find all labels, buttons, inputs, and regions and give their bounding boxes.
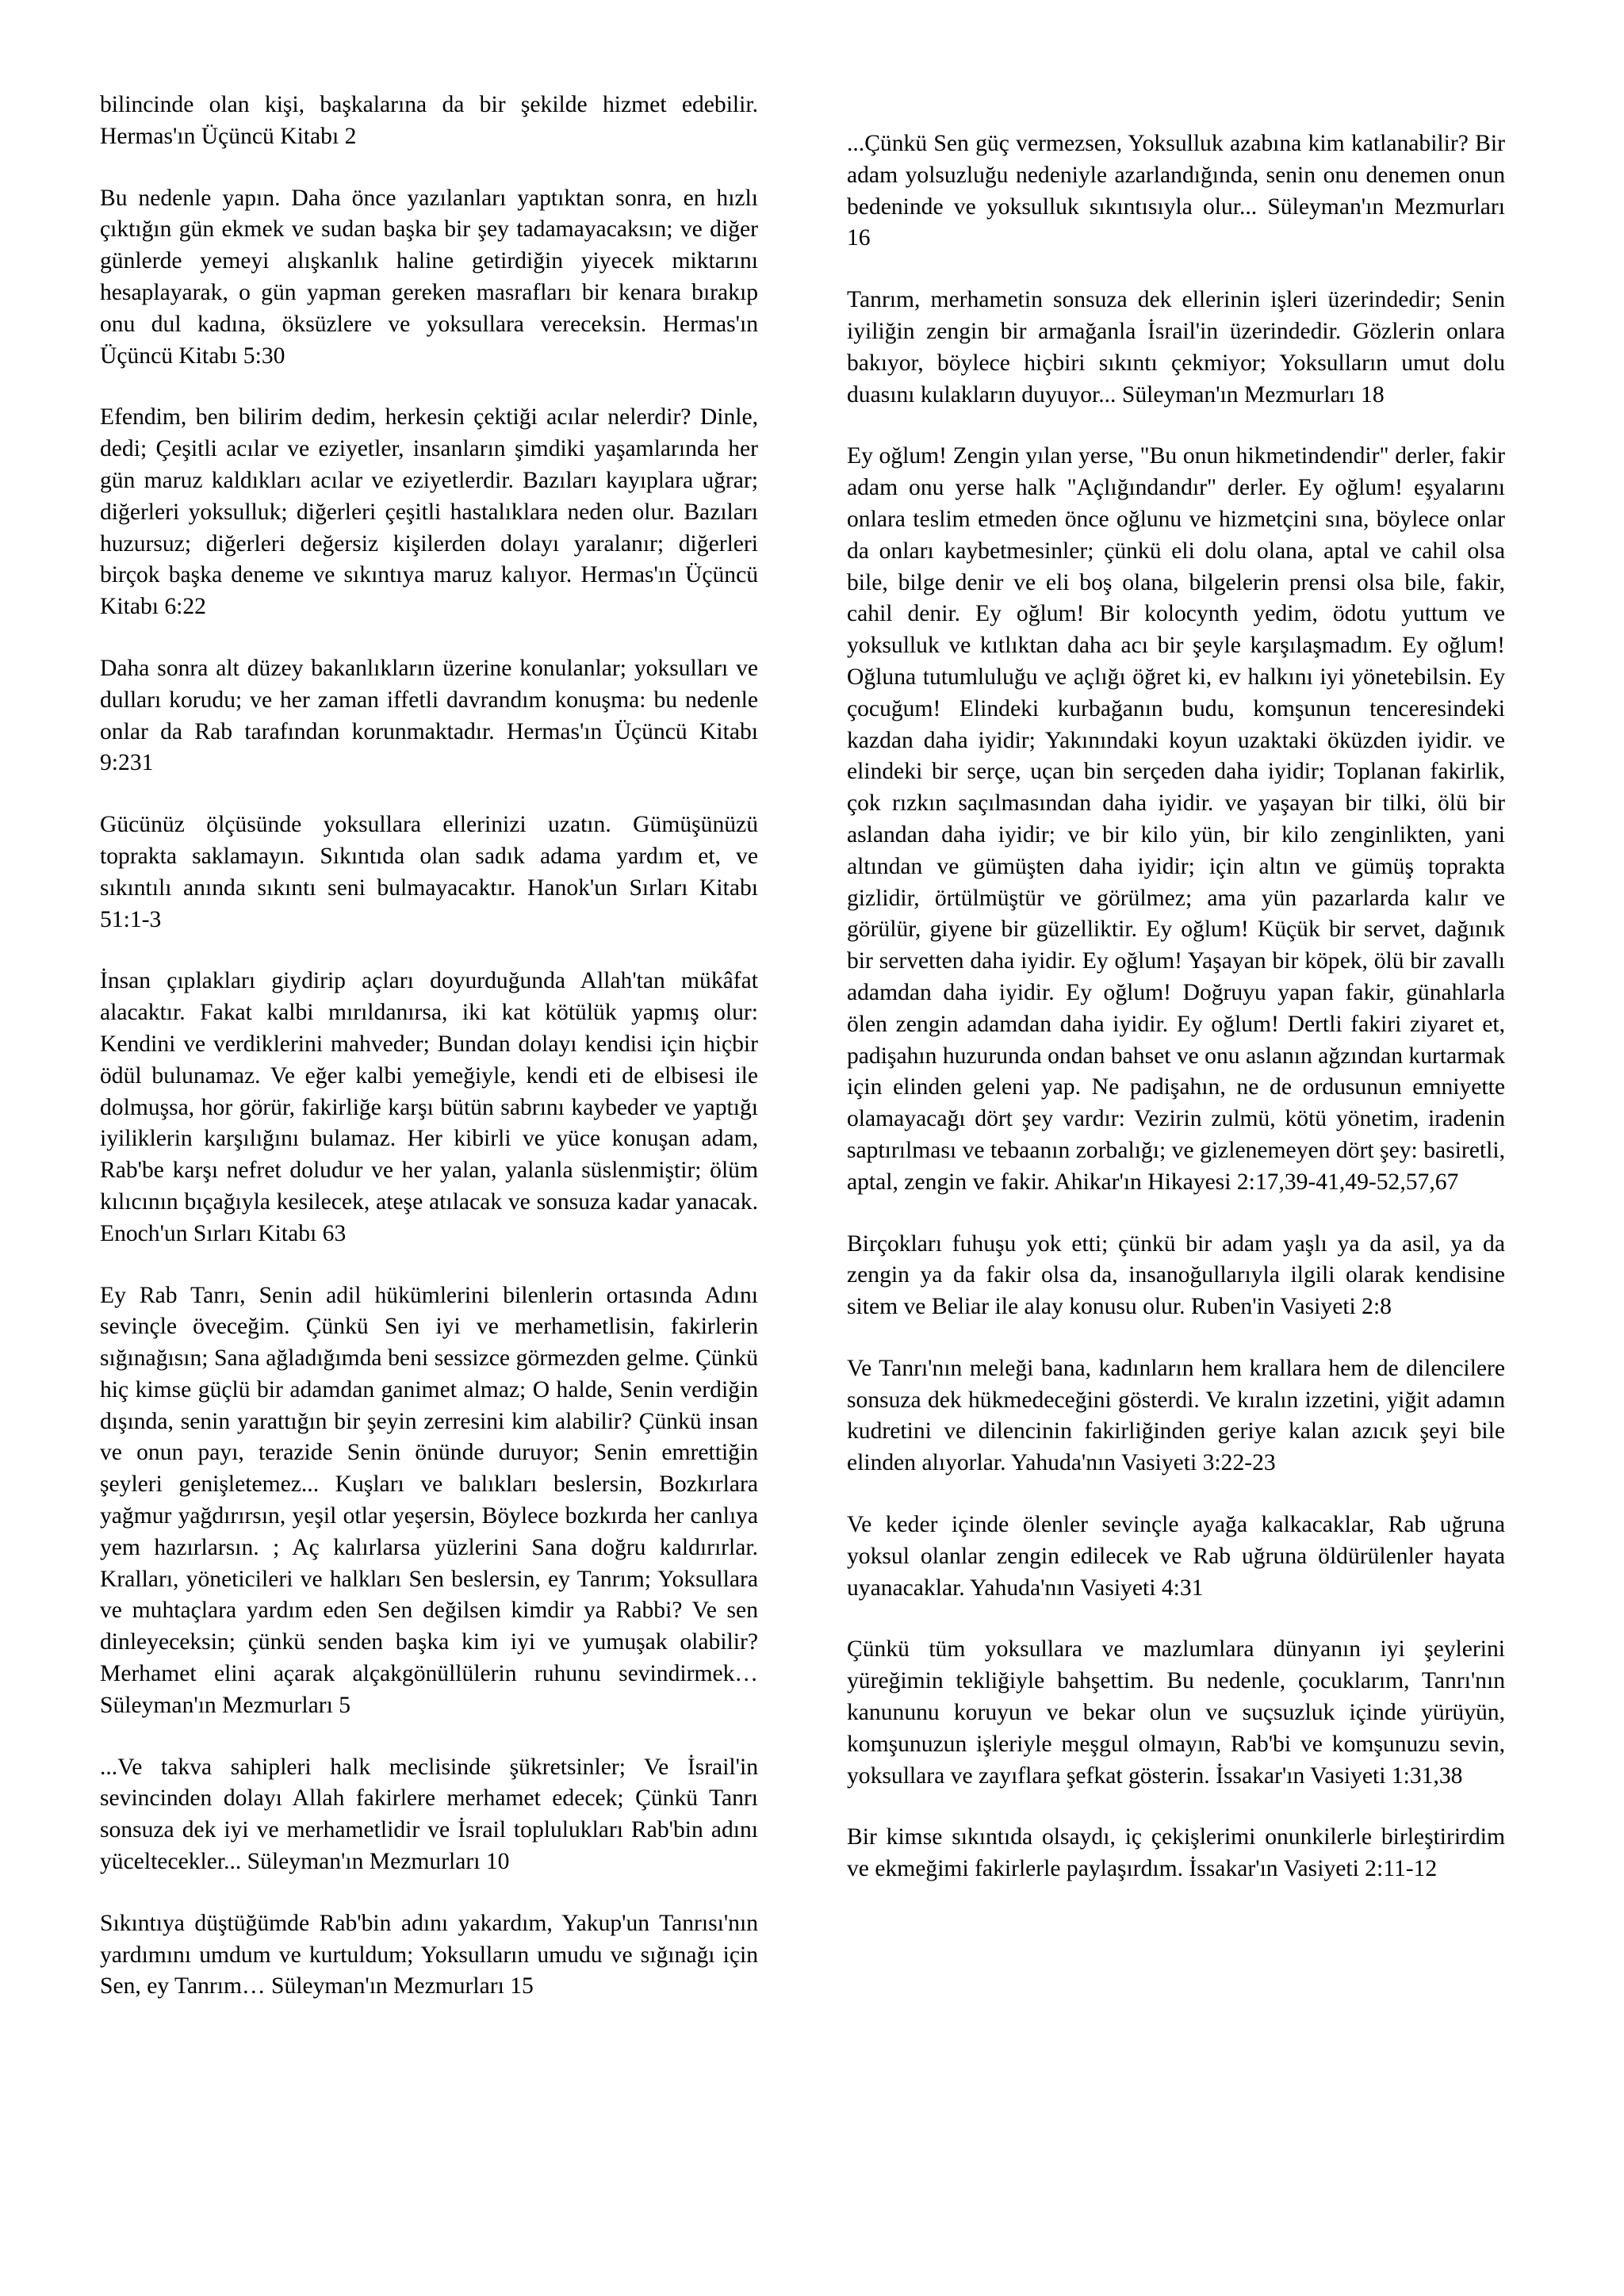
paragraph: Tanrım, merhametin sonsuza dek ellerinin işleri üzerindedir; Senin iyiliğin zengin bir armağanla İsrail'in üzerindedir. Gözlerin onlara bakıyor, böylece hiçbiri sıkıntı çekmiyor; Yoksulların umut dolu duasını kulakların duyuyor... Süleyman'ın Mezmurları 18 bbox=[847, 287, 1505, 408]
paragraph: ...Çünkü Sen güç vermezsen, Yoksulluk azabına kim katlanabilir? Bir adam yolsuzluğu nedeniyle azarlandığında, senin onu denemen onun bedeninde ve yoksulluk sıkıntısıyla olur... Süleyman'ın Mezmurları 16 bbox=[847, 131, 1505, 251]
paragraph: Ve Tanrı'nın meleği bana, kadınların hem krallara hem de dilencilere sonsuza dek hükmedeceğini gösterdi. Ve kıralın izzetini, yiğit adamın kudretini ve dilencinin fakirliğinden geriye kalan azıcık şeyi bile elinden alıyorlar. Yahuda'nın Vasiyeti 3:22-23 bbox=[847, 1355, 1505, 1476]
paragraph: Daha sonra alt düzey bakanlıkların üzerine konulanlar; yoksulları ve dulları korudu; ve her zaman iffetli davrandım konuşma: bu nedenle onlar da Rab tarafından korunmaktadır. Hermas'ın Üçüncü Kitabı 9:231 bbox=[100, 655, 758, 776]
paragraph: Ey oğlum! Zengin yılan yerse, "Bu onun hikmetindendir" derler, fakir adam onu yerse halk "Açlığındandır" derler. Ey oğlum! eşyalarını onlara teslim etmeden önce oğlunu ve hizmetçini sına, böylece onlar da onları kaybetmesinler; çünkü eli dolu olana, aptal ve cahil olsa bile, bilge denir ve eli boş olana, bilgelerin prensi olsa bile, fakir, cahil denir. Ey oğlum! Bir kolocynth yedim, ödotu yuttum ve yoksulluk ve kıtlıktan daha acı bir şeyle karşılaşmadım. Ey oğlum! Oğluna tutumluluğu ve açlığı öğret ki, ev halkını iyi yönetebilsin. Ey çocuğum! Elindeki kurbağanın budu, komşunun tenceresindeki kazdan daha iyidir; Yakınındaki koyun uzaktaki öküzden iyidir. ve elindeki bir serçe, uçan bin serçeden daha iyidir; Toplanan fakirlik, çok rızkın saçılmasından daha iyidir. ve yaşayan bir tilki, ölü bir aslandan daha iyidir; ve bir kilo yün, bir kilo zenginlikten, yani altından ve gümüşten daha iyidir; için altın ve gümüş toprakta gizlidir, örtülmüştür ve görülmez; ama yün pazarlarda kalır ve görülür, giyene bir güzelliktir. Ey oğlum! Küçük bir servet, dağınık bir servetten daha iyidir. Ey oğlum! Yaşayan bir köpek, ölü bir zavallı adamdan daha iyidir. Ey oğlum! Doğruyu yapan fakir, günahlarla ölen zengin adamdan daha iyidir. Ey oğlum! Dertli fakiri ziyaret et, padişahın huzurunda ondan bahset ve onu aslanın ağzından kurtarmak için elinden geleni yap. Ne padişahın, ne de ordusunun emniyette olamayacağı dört şey vardır: Vezirin zulmü, kötü yönetim, iradenin saptırılması ve tebaanın zorbalığı; ve gizlenemeyen dört şey: basiretli, aptal, zengin ve fakir. Ahikar'ın Hikayesi 2:17,39-41,49-52,57,67 bbox=[847, 443, 1506, 1195]
left-column bbox=[100, 90, 758, 2003]
paragraph: Bir kimse sıkıntıda olsaydı, iç çekişlerimi onunkilerle birleştirirdim ve ekmeğimi fakirlerle paylaşırdım. İssakar'ın Vasiyeti 2:11-12 bbox=[847, 1824, 1505, 1882]
paragraph: Birçokları fuhuşu yok etti; çünkü bir adam yaşlı ya da asil, ya da zengin ya da fakir olsa da, insanoğullarıyla ilgili olarak kendisine sitem ve Beliar ile alay konusu olur. Ruben'in Vasiyeti 2:8 bbox=[847, 1230, 1505, 1320]
paragraph: Ve keder içinde ölenler sevinçle ayağa kalkacaklar, Rab uğruna yoksul olanlar zengin edilecek ve Rab uğruna öldürülenler hayata uyanacaklar. Yahuda'nın Vasiyeti 4:31 bbox=[847, 1512, 1505, 1601]
paragraph: Sıkıntıya düştüğümde Rab'bin adını yakardım, Yakup'un Tanrısı'nın yardımını umdum ve kurtuldum; Yoksulların umudu ve sığınağı için Sen, ey Tanrım… Süleyman'ın Mezmurları 15 bbox=[100, 1910, 758, 1999]
right-column bbox=[847, 128, 1505, 1885]
paragraph: ...Ve takva sahipleri halk meclisinde şükretsinler; Ve İsrail'in sevincinden dolayı Allah fakirlere merhamet edecek; Çünkü Tanrı sonsuza dek iyi ve merhametlidir ve İsrail toplulukları Rab'bin adını yüceltecekler... Süleyman'ın Mezmurları 10 bbox=[100, 1754, 758, 1875]
paragraph: Çünkü tüm yoksullara ve mazlumlara dünyanın iyi şeylerini yüreğimin tekliğiyle bahşettim. Bu nedenle, çocuklarım, Tanrı'nın kanununu koruyun ve bekar olun ve suçsuzluk içinde yürüyün, komşunuzun işleriyle meşgul olmayın, Rab'bi ve komşunuzu sevin, yoksullara ve zayıflara şefkat gösterin. İssakar'ın Vasiyeti 1:31,38 bbox=[847, 1636, 1505, 1789]
paragraph: İnsan çıplakları giydirip açları doyurduğunda Allah'tan mükâfat alacaktır. Fakat kalbi mırıldanırsa, iki kat kötülük yapmış olur: Kendini ve verdiklerini mahveder; Bundan dolayı kendisi için hiçbir ödül bulunamaz. Ve eğer kalbi yemeğiyle, kendi eti de elbisesi ile dolmuşsa, hor görür, fakirliğe karşı bütün sabrını kaybeder ve yaptığı iyiliklerin karşılığını bulamaz. Her kibirli ve yüce konuşan adam, Rab'be karşı nefret doludur ve her yalan, yalanla süslenmiştir; ölüm kılıcının bıçağıyla kesilecek, ateşe atılacak ve sonsuza kadar yanacak. Enoch'un Sırları Kitabı 63 bbox=[100, 968, 758, 1246]
paragraph: Gücünüz ölçüsünde yoksullara ellerinizi uzatın. Gümüşünüzü toprakta saklamayın. Sıkıntıda olan sadık adama yardım et, ve sıkıntılı anında sıkıntı seni bulmayacaktır. Hanok'un Sırları Kitabı 51:1-3 bbox=[100, 812, 758, 932]
paragraph: bilincinde olan kişi, başkalarına da bir şekilde hizmet edebilir. Hermas'ın Üçüncü Kitabı 2 bbox=[100, 92, 758, 149]
paragraph: Efendim, ben bilirim dedim, herkesin çektiği acılar nelerdir? Dinle, dedi; Çeşitli acılar ve eziyetler, insanların şimdiki yaşamlarında her gün maruz kaldıkları acılar ve eziyetlerdir. Bazıları kayıplara uğrar; diğerleri yoksulluk; diğerleri çeşitli hastalıklara neden olur. Bazıları huzursuz; diğerleri değersiz kişilerden dolayı yaralanır; diğerleri birçok başka deneme ve sıkıntıya maruz kalıyor. Hermas'ın Üçüncü Kitabı 6:22 bbox=[100, 404, 758, 620]
paragraph: Ey Rab Tanrı, Senin adil hükümlerini bilenlerin ortasında Adını sevinçle öveceğim. Çünkü Sen iyi ve merhametlisin, fakirlerin sığınağısın; Sana ağladığımda beni sessizce görmezden gelme. Çünkü hiç kimse güçlü bir adamdan ganimet almaz; O halde, Senin verdiğin dışında, senin yarattığın bir şeyin zerresini kim alabilir? Çünkü insan ve onun payı, terazide Senin önünde duruyor; Senin emrettiğin şeyleri genişletemez... Kuşları ve balıkları beslersin, Bozkırlara yağmur yağdırırsın, yeşil otlar yeşersin, Böylece bozkırda her canlıya yem hazırlarsın. ; Aç kalırlarsa yüzlerini Sana doğru kaldırırlar. Kralları, yöneticileri ve halkları Sen beslersin, ey Tanrım; Yoksullara ve muhtaçlara yardım eden Sen değilsen kimdir ya Rabbi? Ve sen dinleyeceksin; çünkü senden başka kim iyi ve yumuşak olabilir? Merhamet elini açarak alçakgönüllülerin ruhunu sevindirmek… Süleyman'ın Mezmurları 5 bbox=[100, 1282, 758, 1718]
paragraph: Bu nedenle yapın. Daha önce yazılanları yaptıktan sonra, en hızlı çıktığın gün ekmek ve sudan başka bir şey tadamayacaksın; ve diğer günlerde yemeyi alışkanlık haline getirdiğin yiyecek miktarını hesaplayarak, o gün yapman gereken masrafları bir kenara bırakıp onu dul kadına, öksüzlere ve yoksullara vereceksin. Hermas'ın Üçüncü Kitabı 5:30 bbox=[100, 185, 758, 369]
